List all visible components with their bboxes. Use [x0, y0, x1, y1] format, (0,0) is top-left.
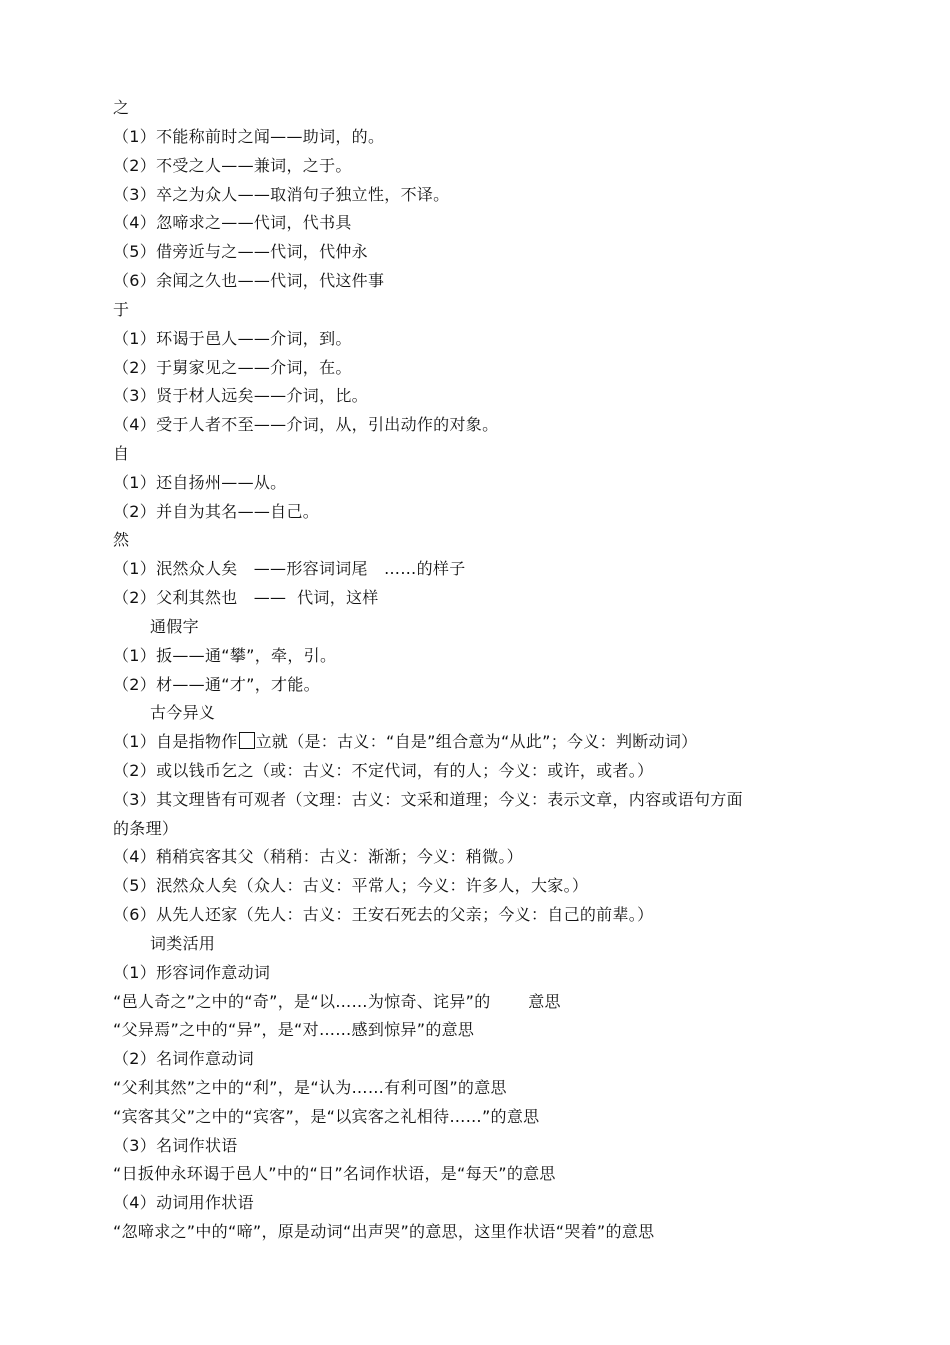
list-item: （2）名词作意动词 [113, 1049, 254, 1068]
list-item: （5）借旁近与之——代词，代仲永 [113, 242, 368, 261]
list-item: “父异焉”之中的“异”，是“对……感到惊异”的意思 [113, 1020, 475, 1039]
section-heading-tongjia: 通假字 [150, 617, 199, 636]
list-item: “忽啼求之”中的“啼”，原是动词“出声哭”的意思，这里作状语“哭着”的意思 [113, 1222, 655, 1241]
list-item: “邑人奇之”之中的“奇”，是“以……为惊奇、诧异”的 意思 [113, 992, 561, 1011]
list-item-continuation: 的条理） [113, 819, 179, 838]
list-item: （1）扳——通“攀”，牵，引。 [113, 646, 337, 665]
section-heading-gujin: 古今异义 [150, 703, 216, 722]
list-item: （4）稍稍宾客其父（稍稍：古义：渐渐；今义：稍微。） [113, 847, 523, 866]
list-item: “日扳仲永环谒于邑人”中的“日”名词作状语，是“每天”的意思 [113, 1164, 556, 1183]
list-item: （6）余闻之久也——代词，代这件事 [113, 271, 385, 290]
section-heading-yu: 于 [113, 300, 130, 319]
list-item: （5）泯然众人矣（众人：古义：平常人；今义：许多人，大家。） [113, 876, 589, 895]
section-heading-zi: 自 [113, 444, 130, 463]
list-item: （1）不能称前时之闻——助词，的。 [113, 127, 385, 146]
list-item: （2）于舅家见之——介词，在。 [113, 358, 352, 377]
list-item: （4）动词用作状语 [113, 1193, 254, 1212]
list-item: （4）受于人者不至——介词，从，引出动作的对象。 [113, 415, 499, 434]
list-item: （3）贤于材人远矣——介词，比。 [113, 386, 368, 405]
list-item: （2）并自为其名——自己。 [113, 502, 320, 521]
list-item: “父利其然”之中的“利”，是“认为……有利可图”的意思 [113, 1078, 507, 1097]
list-item-text: （1）自是指物作 [113, 732, 238, 751]
list-item: “宾客其父”之中的“宾客”，是“以宾客之礼相待……”的意思 [113, 1107, 540, 1126]
list-item: （3）名词作状语 [113, 1136, 238, 1155]
list-item: （3）其文理皆有可观者（文理：古义：文采和道理；今义：表示文章，内容或语句方面 [113, 790, 743, 809]
list-item-text: 立就（是：古义：“自是”组合意为“从此”；今义：判断动词） [255, 732, 698, 751]
list-item: （4）忽啼求之——代词，代书具 [113, 213, 352, 232]
list-item [113, 732, 697, 752]
missing-glyph-box [239, 732, 255, 749]
list-item: （6）从先人还家（先人：古义：王安石死去的父亲；今义：自己的前辈。） [113, 905, 654, 924]
list-item: （1）还自扬州——从。 [113, 473, 287, 492]
list-item: （2）或以钱币乞之（或：古义：不定代词，有的人；今义：或许，或者。） [113, 761, 654, 780]
list-item: （2）不受之人——兼词，之于。 [113, 156, 352, 175]
list-item: （2）父利其然也 —— 代词，这样 [113, 588, 379, 607]
list-item: （1）形容词作意动词 [113, 963, 271, 982]
list-item: （2）材——通“才”，才能。 [113, 675, 320, 694]
list-item: （3）卒之为众人——取消句子独立性，不译。 [113, 185, 450, 204]
section-heading-ran: 然 [113, 530, 130, 549]
section-heading-huoyong: 词类活用 [150, 934, 216, 953]
list-item: （1）泯然众人矣 ——形容词词尾 ……的样子 [113, 559, 466, 578]
section-heading-zhi: 之 [113, 98, 130, 117]
list-item: （1）环谒于邑人——介词，到。 [113, 329, 352, 348]
